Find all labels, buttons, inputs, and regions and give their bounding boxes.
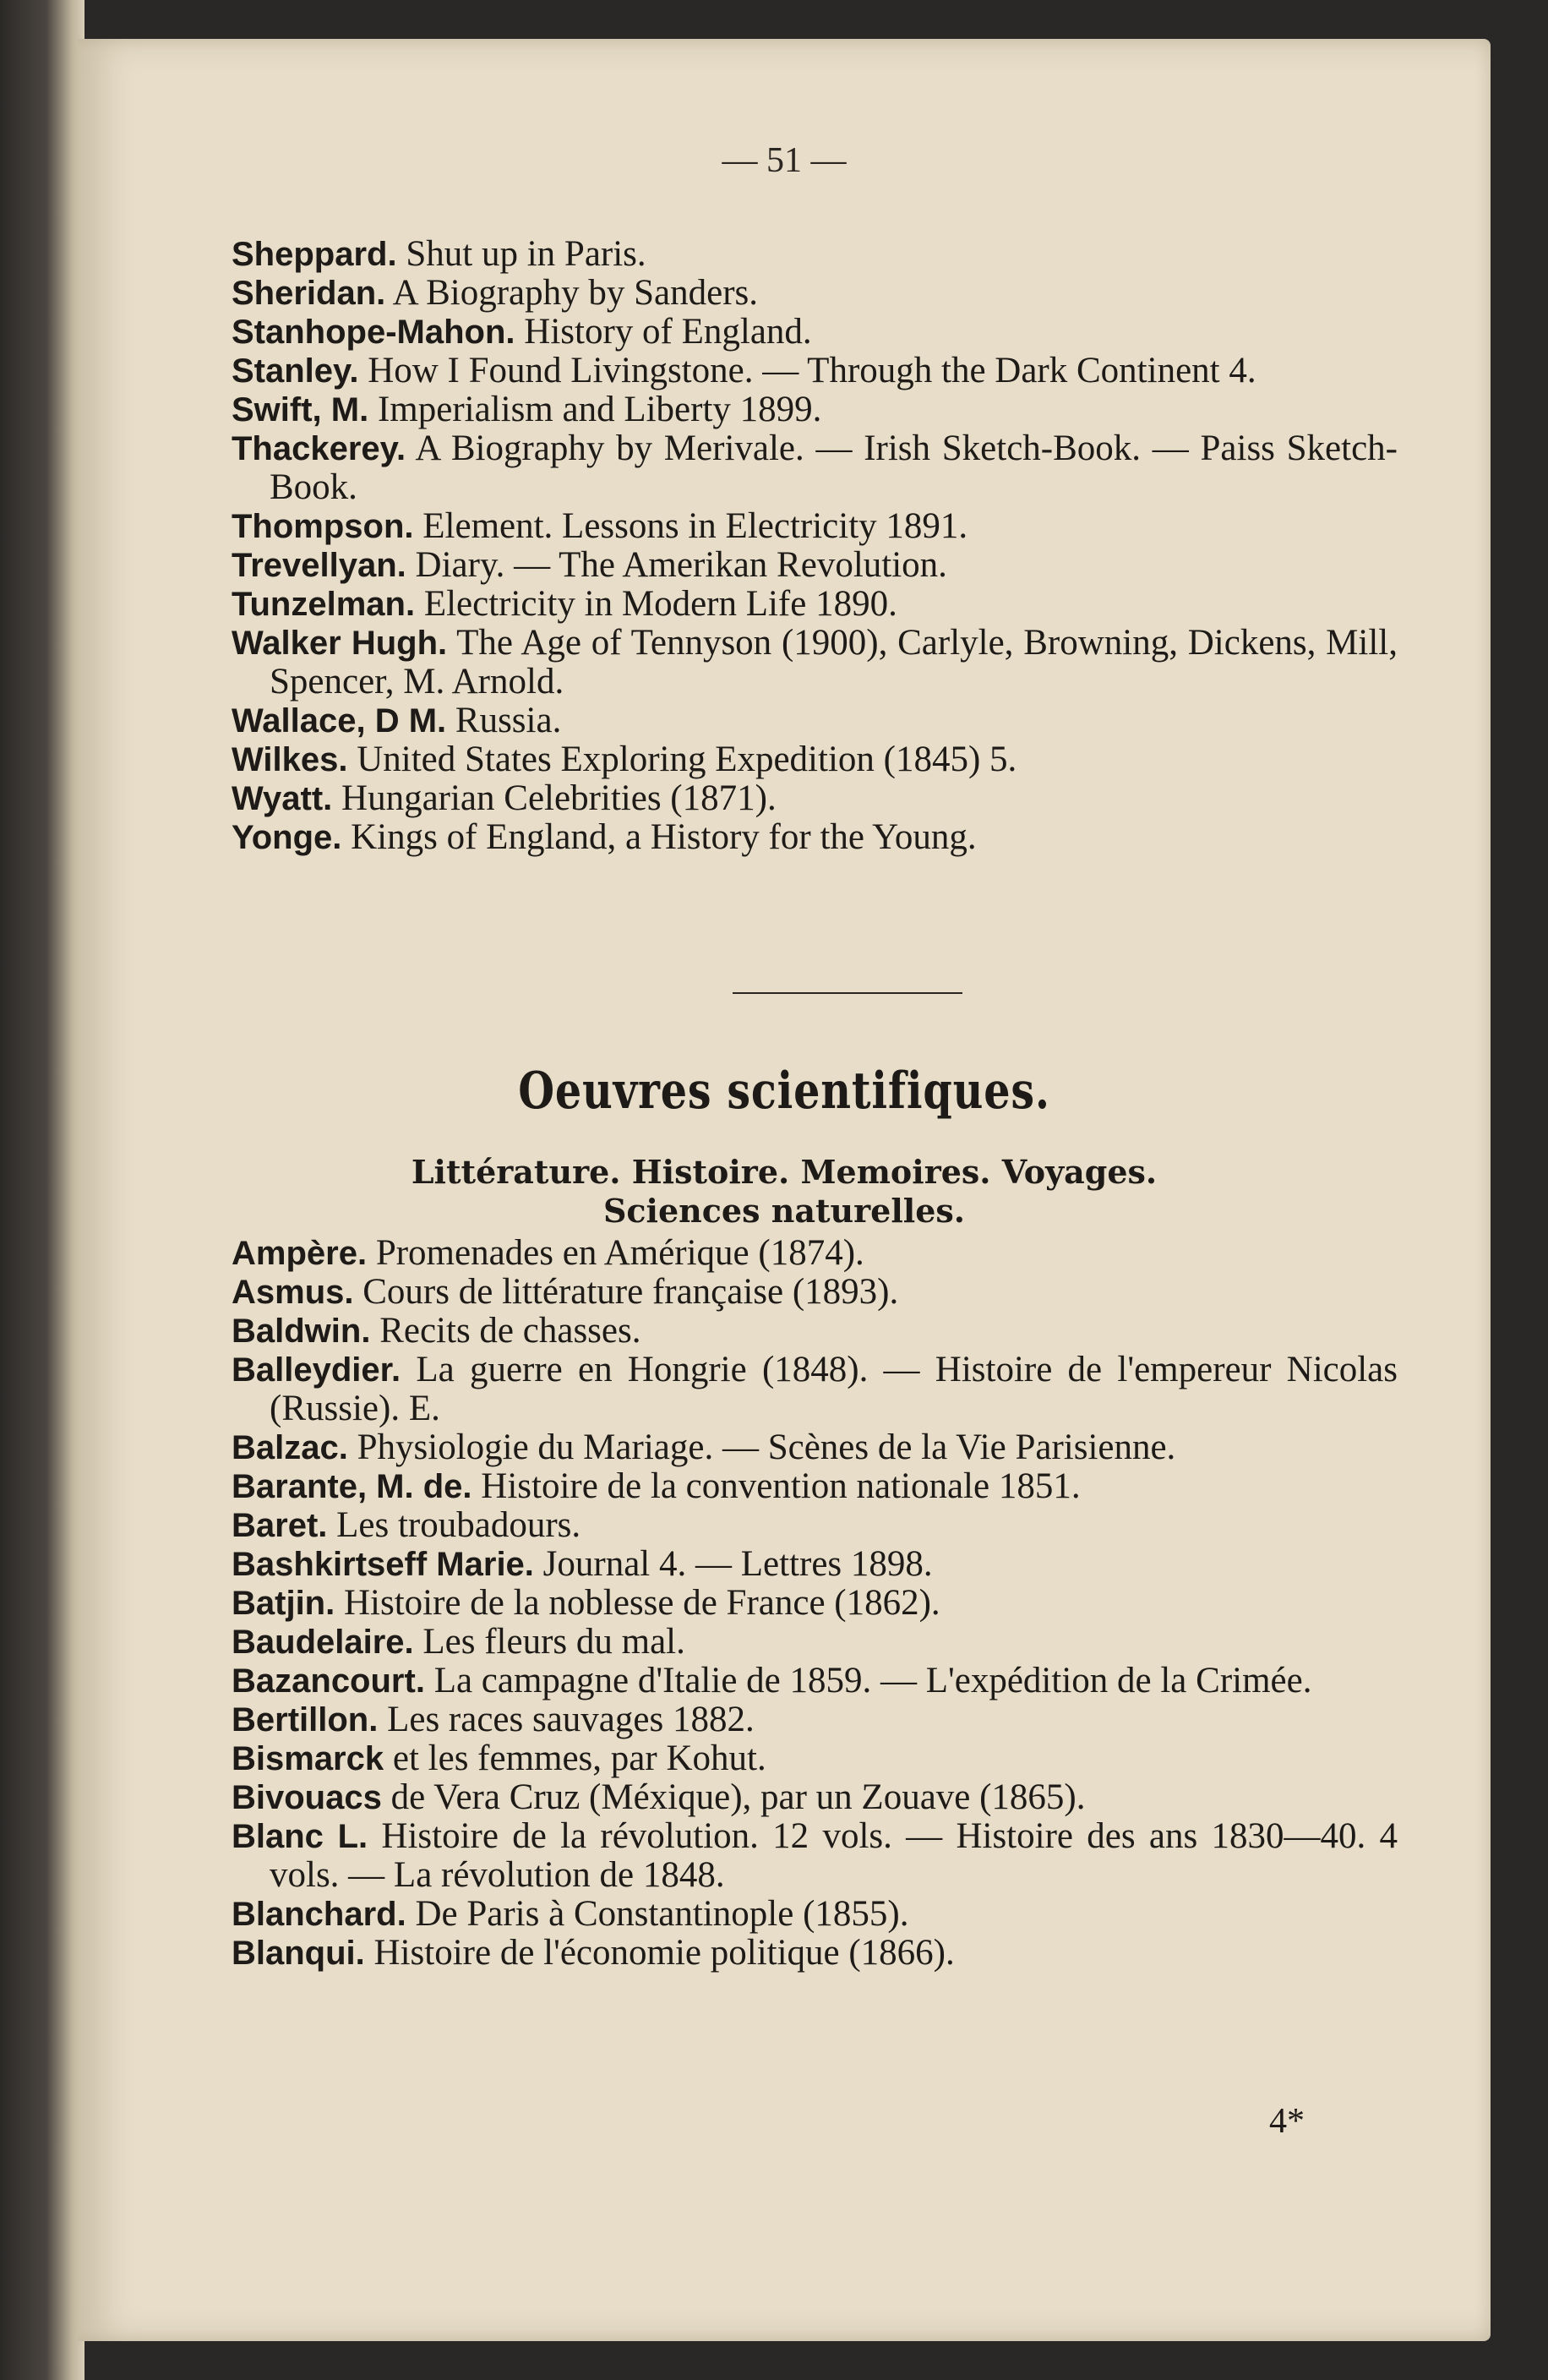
entry-author: Yonge. <box>232 819 342 856</box>
entry-text: Cours de littérature française (1893). <box>353 1272 899 1312</box>
list-item <box>232 1428 1398 1467</box>
list-item <box>232 546 1398 585</box>
list-item <box>232 1467 1398 1506</box>
entry-author: Baudelaire. <box>232 1624 414 1661</box>
list-item <box>232 1584 1398 1623</box>
entry-author: Baldwin. <box>232 1313 371 1350</box>
entry-author: Stanhope-Mahon. <box>232 314 515 351</box>
entry-text: Kings of England, a History for the Young. <box>341 817 977 857</box>
list-item <box>232 1662 1398 1700</box>
list-item <box>232 352 1398 390</box>
section-subheading <box>78 1153 1491 1231</box>
entry-text: Shut up in Paris. <box>396 234 646 274</box>
entry-author: Wyatt. <box>232 780 333 817</box>
entry-author: Blanc L. <box>232 1818 368 1855</box>
entry-text: Journal 4. — Lettres 1898. <box>533 1544 933 1584</box>
entry-text: Promenades en Amérique (1874). <box>367 1233 864 1273</box>
entry-text: Electricity in Modern Life 1890. <box>415 584 897 624</box>
entry-author: Tunzelman. <box>232 586 416 623</box>
entry-text: Histoire de la convention nationale 1851. <box>471 1466 1081 1506</box>
list-item <box>232 779 1398 818</box>
entry-text: De Paris à Constantinople (1855). <box>406 1894 909 1934</box>
entry-author: Bivouacs <box>232 1779 382 1816</box>
list-item <box>232 313 1398 352</box>
list-item <box>232 740 1398 779</box>
entry-text: A Biography by Merivale. — Irish Sketch-Book. — Paiss Sketch-Book. <box>270 429 1398 507</box>
list-item <box>232 1545 1398 1584</box>
subheading-line: Sciences naturelles. <box>602 1192 966 1230</box>
entry-text: The Age of Tennyson (1900), Carlyle, Browning, Dickens, Mill, Spencer, M. Arnold. <box>270 623 1398 701</box>
book-page <box>78 39 1491 2341</box>
entry-text: Imperialism and Liberty 1899. <box>368 390 822 429</box>
entry-author: Thackerey. <box>232 430 406 467</box>
entry-author: Sheridan. <box>232 275 386 312</box>
section-divider <box>733 992 962 994</box>
signature-mark: 4* <box>1269 2102 1305 2141</box>
list-item <box>232 274 1398 313</box>
entry-list-bottom <box>232 1234 1398 1973</box>
list-item <box>232 1273 1398 1312</box>
list-item <box>232 818 1398 857</box>
entry-author: Asmus. <box>232 1274 354 1311</box>
entry-text: et les femmes, par Kohut. <box>384 1739 766 1778</box>
entry-author: Bashkirtseff Marie. <box>232 1546 534 1583</box>
list-item <box>232 235 1398 274</box>
entry-text: Histoire de l'économie politique (1866). <box>364 1933 955 1973</box>
entry-author: Balleydier. <box>232 1351 401 1389</box>
entry-text: United States Exploring Expedition (1845) 5. <box>347 740 1017 779</box>
entry-author: Bertillon. <box>232 1701 379 1739</box>
entry-author: Blanqui. <box>232 1935 365 1972</box>
entry-author: Walker Hugh. <box>232 625 448 662</box>
entry-text: Les races sauvages 1882. <box>378 1700 755 1739</box>
list-item <box>232 701 1398 740</box>
entry-author: Sheppard. <box>232 236 397 273</box>
list-item <box>232 1506 1398 1545</box>
list-item <box>232 1817 1398 1895</box>
entry-author: Stanley. <box>232 352 359 390</box>
entry-author: Balzac. <box>232 1429 348 1466</box>
entry-author: Barante, M. de. <box>232 1468 472 1505</box>
list-item <box>232 1895 1398 1934</box>
entry-text: Histoire de la noblesse de France (1862). <box>335 1583 940 1623</box>
entry-text: Diary. — The Amerikan Revolution. <box>406 545 947 585</box>
entry-text: Russia. <box>446 701 562 740</box>
entry-author: Swift, M. <box>232 391 369 429</box>
list-item <box>232 390 1398 429</box>
entry-text: Histoire de la révolution. 12 vols. — Histoire des ans 1830—40. 4 vols. — La révolution de 1848. <box>270 1816 1398 1895</box>
list-item <box>232 1700 1398 1739</box>
entry-author: Baret. <box>232 1507 328 1544</box>
entry-text: Les troubadours. <box>327 1505 581 1545</box>
entry-text: La guerre en Hongrie (1848). — Histoire de l'empereur Nicolas (Russie). E. <box>270 1350 1398 1428</box>
entry-author: Wallace, D M. <box>232 702 447 740</box>
subheading-line: Littérature. Histoire. Memoires. Voyages. <box>411 1153 1158 1191</box>
entry-author: Blanchard. <box>232 1896 406 1933</box>
entry-author: Thompson. <box>232 508 414 545</box>
entry-author: Wilkes. <box>232 741 348 778</box>
entry-author: Batjin. <box>232 1585 335 1622</box>
list-item <box>232 624 1398 701</box>
entry-author: Bismarck <box>232 1740 384 1777</box>
entry-author: Trevellyan. <box>232 547 406 584</box>
list-item <box>232 585 1398 624</box>
entry-text: La campagne d'Italie de 1859. — L'expédition de la Crimée. <box>424 1661 1312 1700</box>
list-item <box>232 429 1398 507</box>
entry-text: History of England. <box>515 312 812 352</box>
entry-list-top <box>232 235 1398 857</box>
entry-text: Les fleurs du mal. <box>413 1622 685 1662</box>
entry-text: Physiologie du Mariage. — Scènes de la Vie Parisienne. <box>347 1427 1176 1467</box>
entry-text: de Vera Cruz (Méxique), par un Zouave (1865). <box>381 1777 1086 1817</box>
entry-author: Ampère. <box>232 1235 368 1272</box>
entry-text: Recits de chasses. <box>370 1311 641 1351</box>
list-item <box>232 1312 1398 1351</box>
book-cover-edge <box>0 0 84 2380</box>
list-item <box>232 1623 1398 1662</box>
list-item <box>232 1351 1398 1428</box>
list-item <box>232 507 1398 546</box>
page-number: — 51 — <box>722 141 847 180</box>
entry-text: A Biography by Sanders. <box>385 273 758 313</box>
section-title: Oeuvres scientifiques. <box>518 1062 1050 1121</box>
list-item <box>232 1234 1398 1273</box>
entry-author: Bazancourt. <box>232 1662 425 1700</box>
list-item <box>232 1778 1398 1817</box>
entry-text: Element. Lessons in Electricity 1891. <box>413 506 968 546</box>
list-item <box>232 1739 1398 1778</box>
entry-text: Hungarian Celebrities (1871). <box>332 778 777 818</box>
list-item <box>232 1934 1398 1973</box>
entry-text: How I Found Livingstone. — Through the Dark Continent 4. <box>358 351 1256 390</box>
